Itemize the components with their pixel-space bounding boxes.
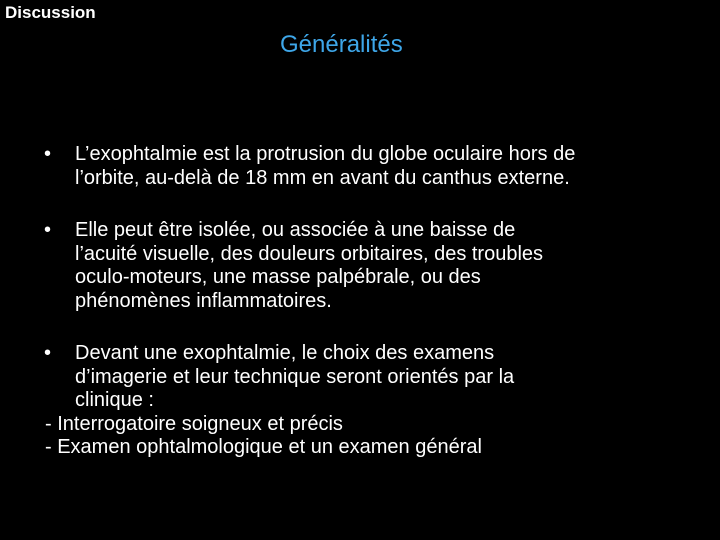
sub-item: - Examen ophtalmologique et un examen général [45, 436, 482, 458]
bullet-text [75, 219, 704, 313]
sub-item: - Interrogatoire soigneux et précis [45, 412, 343, 435]
slide-title: Généralités [280, 31, 403, 58]
bullet-item-imaging [44, 342, 704, 460]
sub-item-list [45, 413, 704, 460]
bullet-line: oculo-moteurs, une masse palpébrale, ou des [75, 266, 481, 288]
bullet-text [75, 143, 704, 190]
bullet-item-symptoms [44, 219, 704, 313]
bullet-line: l’acuité visuelle, des douleurs orbitaires, des troubles [75, 242, 544, 265]
bullet-line: d’imagerie et leur technique seront orientés par la [75, 365, 515, 388]
bullet-line: Elle peut être isolée, ou associée à une baisse de [75, 219, 516, 241]
slide-body [44, 143, 704, 460]
bullet-marker: • [44, 219, 52, 241]
bullet-line: l’orbite, au-delà de 18 mm en avant du canthus externe. [75, 166, 570, 189]
bullet-line: Devant une exophtalmie, le choix des examens [75, 342, 495, 364]
section-label: Discussion [5, 3, 96, 22]
bullet-line: L’exophtalmie est la protrusion du globe oculaire hors de [75, 143, 576, 165]
bullet-item-definition [44, 143, 704, 190]
bullet-text [75, 342, 704, 413]
bullet-line: clinique : [75, 389, 154, 411]
bullet-marker: • [44, 342, 52, 364]
bullet-marker: • [44, 143, 52, 165]
bullet-line: phénomènes inflammatoires. [75, 289, 332, 312]
